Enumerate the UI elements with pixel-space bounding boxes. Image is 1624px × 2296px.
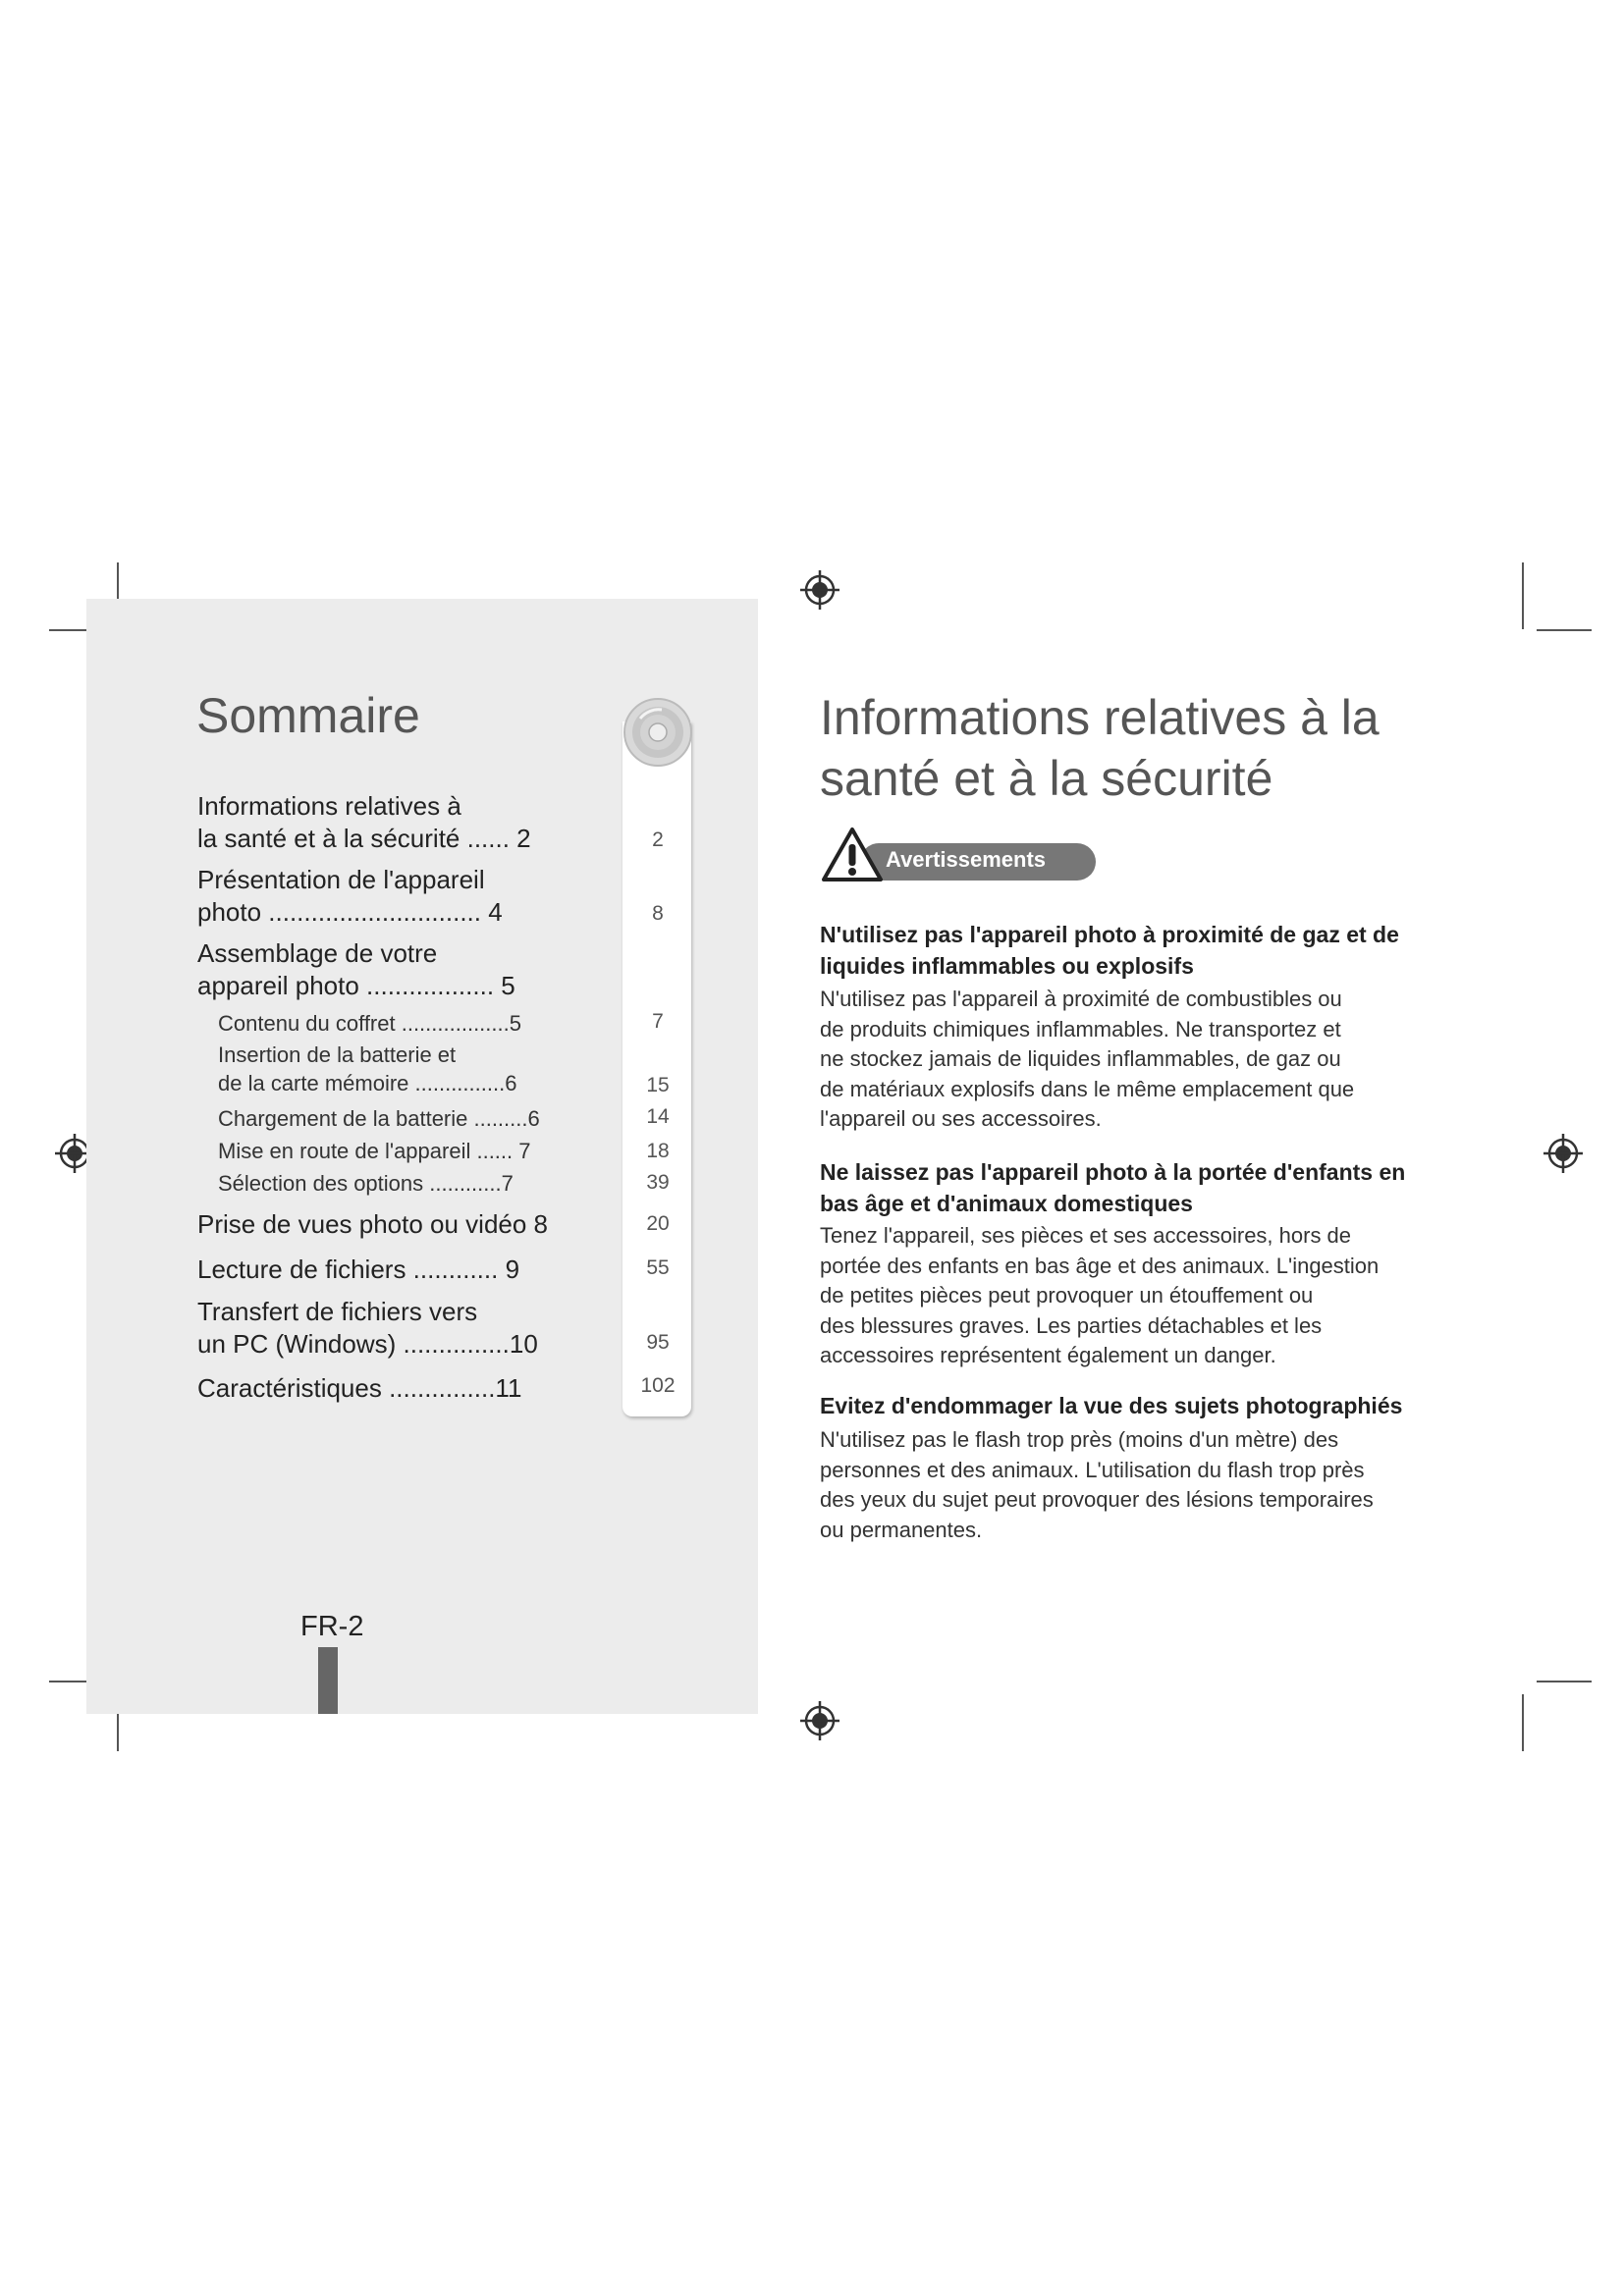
tab-page-number: 14 <box>646 1105 670 1128</box>
tab-page-number: 95 <box>646 1331 670 1354</box>
page-title-line: Informations relatives à la <box>820 690 1380 745</box>
tab-page-number: 8 <box>652 902 664 925</box>
toc-entry-line: Mise en route de l'appareil ...... 7 <box>218 1139 531 1163</box>
toc-entry-line: photo .............................. 4 <box>197 897 503 927</box>
body-line: N'utilisez pas le flash trop près (moins d'un mètre) des <box>820 1427 1339 1452</box>
body-line: des yeux du sujet peut provoquer des lésions temporaires <box>820 1487 1374 1512</box>
toc-entry[interactable] <box>197 937 580 1002</box>
toc-entry-line: Caractéristiques ...............11 <box>197 1373 522 1403</box>
section-heading <box>820 1156 1429 1219</box>
toc-entry[interactable] <box>197 864 580 929</box>
tab-page-number: 7 <box>652 1010 664 1033</box>
section-heading-line: Ne laissez pas l'appareil photo à la portée d'enfants en <box>820 1159 1406 1185</box>
toc-page-tab <box>623 721 691 1416</box>
tab-page-number: 18 <box>646 1140 670 1162</box>
page-number-bar <box>318 1647 338 1714</box>
toc-entry-line: Assemblage de votre <box>197 938 438 968</box>
registration-target-icon <box>1542 1132 1585 1175</box>
page-title <box>820 687 1527 809</box>
warning-label: Avertissements <box>886 847 1047 872</box>
toc-entry[interactable] <box>197 1296 580 1361</box>
crop-mark <box>1522 1694 1524 1751</box>
body-line: de produits chimiques inflammables. Ne transportez et <box>820 1016 1341 1041</box>
body-line: N'utilisez pas l'appareil à proximité de combustibles ou <box>820 987 1342 1011</box>
toc-entry-line: Chargement de la batterie .........6 <box>218 1106 540 1131</box>
toc-subentry[interactable] <box>218 1041 601 1097</box>
toc-entry-line: Informations relatives à <box>197 791 461 821</box>
crop-mark <box>1522 562 1524 629</box>
section-heading-line: bas âge et d'animaux domestiques <box>820 1191 1193 1216</box>
tab-page-number: 55 <box>646 1256 670 1279</box>
tab-page-number: 20 <box>646 1212 670 1235</box>
toc-title: Sommaire <box>196 688 420 743</box>
page-title-line: santé et à la sécurité <box>820 751 1273 806</box>
body-line: des blessures graves. Les parties détachables et les <box>820 1312 1323 1338</box>
toc-entry-line: Contenu du coffret ..................5 <box>218 1011 521 1036</box>
toc-entry-line: appareil photo .................. 5 <box>197 971 515 1000</box>
registration-target-icon <box>798 568 841 612</box>
body-line: Tenez l'appareil, ses pièces et ses accessoires, hors de <box>820 1223 1352 1248</box>
toc-entry-line: la santé et à la sécurité ...... 2 <box>197 824 531 853</box>
body-line: l'appareil ou ses accessoires. <box>820 1106 1102 1131</box>
toc-entry-line: de la carte mémoire ...............6 <box>218 1071 517 1095</box>
section-heading <box>820 919 1429 982</box>
body-line: portée des enfants en bas âge et des animaux. L'ingestion <box>820 1253 1380 1278</box>
body-line: personnes et des animaux. L'utilisation du flash trop près <box>820 1457 1365 1482</box>
body-line: ou permanentes. <box>820 1517 983 1542</box>
crop-mark <box>1537 629 1592 631</box>
toc-subentry[interactable] <box>218 1169 601 1198</box>
toc-entry[interactable] <box>197 790 580 855</box>
section-heading-line: N'utilisez pas l'appareil photo à proximité de gaz et de <box>820 922 1399 947</box>
body-line: accessoires représentent également un danger. <box>820 1343 1276 1367</box>
toc-entry[interactable] <box>197 1208 580 1241</box>
tab-page-number: 15 <box>646 1074 670 1096</box>
registration-target-icon <box>798 1699 841 1742</box>
section-body <box>820 1425 1429 1545</box>
toc-entry-line: Lecture de fichiers ............ 9 <box>197 1255 520 1284</box>
body-line: de matériaux explosifs dans le même emplacement que <box>820 1076 1355 1101</box>
toc-subentry[interactable] <box>218 1009 601 1038</box>
toc-subentry[interactable] <box>218 1104 601 1133</box>
section-heading-line: liquides inflammables ou explosifs <box>820 953 1194 979</box>
toc-entry[interactable] <box>197 1372 580 1405</box>
body-line: ne stockez jamais de liquides inflammables, de gaz ou <box>820 1046 1341 1071</box>
toc-entry[interactable] <box>197 1254 580 1286</box>
toc-entry-line: Transfert de fichiers vers <box>197 1297 478 1326</box>
page-number: FR-2 <box>300 1611 364 1642</box>
toc-entry-line: Insertion de la batterie et <box>218 1042 457 1067</box>
toc-subentry[interactable] <box>218 1137 601 1165</box>
warning-triangle-icon <box>821 827 884 883</box>
body-line: de petites pièces peut provoquer un étouffement ou <box>820 1283 1314 1308</box>
disc-icon <box>623 697 693 768</box>
crop-mark <box>1537 1681 1592 1682</box>
warning-badge <box>821 827 1096 885</box>
toc-entry-line: Présentation de l'appareil <box>197 865 485 894</box>
section-body <box>820 985 1429 1135</box>
toc-entry-line: Prise de vues photo ou vidéo 8 <box>197 1209 549 1239</box>
toc-entry-line: Sélection des options ............7 <box>218 1171 514 1196</box>
tab-page-number: 2 <box>652 828 664 851</box>
toc-entry-line: un PC (Windows) ...............10 <box>197 1329 538 1359</box>
section-heading <box>820 1390 1429 1421</box>
tab-page-number: 39 <box>646 1171 670 1194</box>
section-body <box>820 1221 1429 1371</box>
tab-page-number: 102 <box>640 1374 676 1397</box>
section-heading-line: Evitez d'endommager la vue des sujets photographiés <box>820 1393 1403 1418</box>
